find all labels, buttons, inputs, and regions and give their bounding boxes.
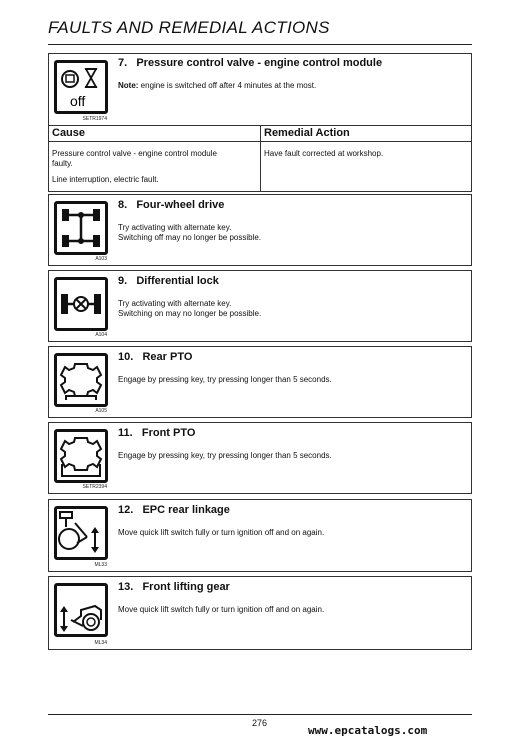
figure-code: A103: [95, 256, 107, 262]
cause-header-rule: [49, 141, 261, 142]
fault-heading: 11. Front PTO: [118, 427, 196, 439]
cause-line: faulty.: [52, 159, 73, 168]
page-title: FAULTS AND REMEDIAL ACTIONS: [48, 18, 330, 37]
differential-lock-icon: [54, 277, 108, 331]
rear-pto-icon: [54, 353, 108, 407]
front-pto-icon: [54, 429, 108, 483]
note-label: Note:: [118, 81, 139, 90]
fault-text-line: Move quick lift switch fully or turn ignition off and on again.: [118, 605, 325, 614]
rear-linkage-icon: [54, 506, 108, 560]
figure-code: SETR1974: [82, 116, 107, 122]
figure-code: A105: [95, 408, 107, 414]
fault-text-line: Try activating with alternate key.: [118, 223, 232, 232]
front-lift-icon: [54, 583, 108, 637]
figure-code: SETR2394: [82, 484, 107, 490]
remedy-line: Have fault corrected at workshop.: [264, 149, 384, 158]
fault-text-line: Engage by pressing key, try pressing longer than 5 seconds.: [118, 375, 332, 384]
engine-hourglass-off-icon: [54, 60, 108, 114]
title-divider: [48, 44, 472, 45]
page-number: 276: [252, 718, 268, 728]
fault-8-panel: [48, 194, 472, 266]
cause-line: Pressure control valve - engine control module: [52, 149, 217, 158]
off-text: off: [70, 93, 86, 109]
remedy-header: Remedial Action: [264, 127, 350, 139]
fault-heading: 12. EPC rear linkage: [118, 504, 230, 516]
fault-11-panel: [48, 422, 472, 494]
fault-text-line: Engage by pressing key, try pressing longer than 5 seconds.: [118, 451, 332, 460]
fault-heading: 9. Differential lock: [118, 275, 219, 287]
footer-divider: [48, 714, 472, 715]
four-wheel-drive-icon: [54, 201, 108, 255]
fault-text-line: Move quick lift switch fully or turn ignition off and on again.: [118, 528, 325, 537]
remedy-column: [260, 125, 472, 192]
cause-line: Line interruption, electric fault.: [52, 175, 159, 184]
fault-10-panel: [48, 346, 472, 418]
fault-heading: 13. Front lifting gear: [118, 581, 230, 593]
figure-code: ML34: [94, 640, 107, 646]
cause-remedy-table: [48, 125, 472, 192]
fault-text-line: Switching on may no longer be possible.: [118, 309, 262, 318]
fault-13-panel: [48, 576, 472, 650]
fault-9-panel: [48, 270, 472, 342]
fault-heading: 7. Pressure control valve - engine control module: [118, 57, 383, 69]
cause-column: [48, 125, 261, 192]
figure-code: A104: [95, 332, 107, 338]
fault-text-line: Switching off may no longer be possible.: [118, 233, 262, 242]
fault-heading: 8. Four-wheel drive: [118, 199, 225, 211]
figure-code: ML33: [94, 562, 107, 568]
fault-text-line: Try activating with alternate key.: [118, 299, 232, 308]
remedy-header-rule: [261, 141, 471, 142]
cause-header: Cause: [52, 127, 86, 139]
fault-heading: 10. Rear PTO: [118, 351, 193, 363]
watermark-link[interactable]: www.epcatalogs.com: [308, 724, 428, 737]
note-body: engine is switched off after 4 minutes at the most.: [138, 81, 317, 90]
note-text: [118, 81, 458, 91]
fault-7-panel: [48, 53, 472, 126]
fault-12-panel: [48, 499, 472, 572]
